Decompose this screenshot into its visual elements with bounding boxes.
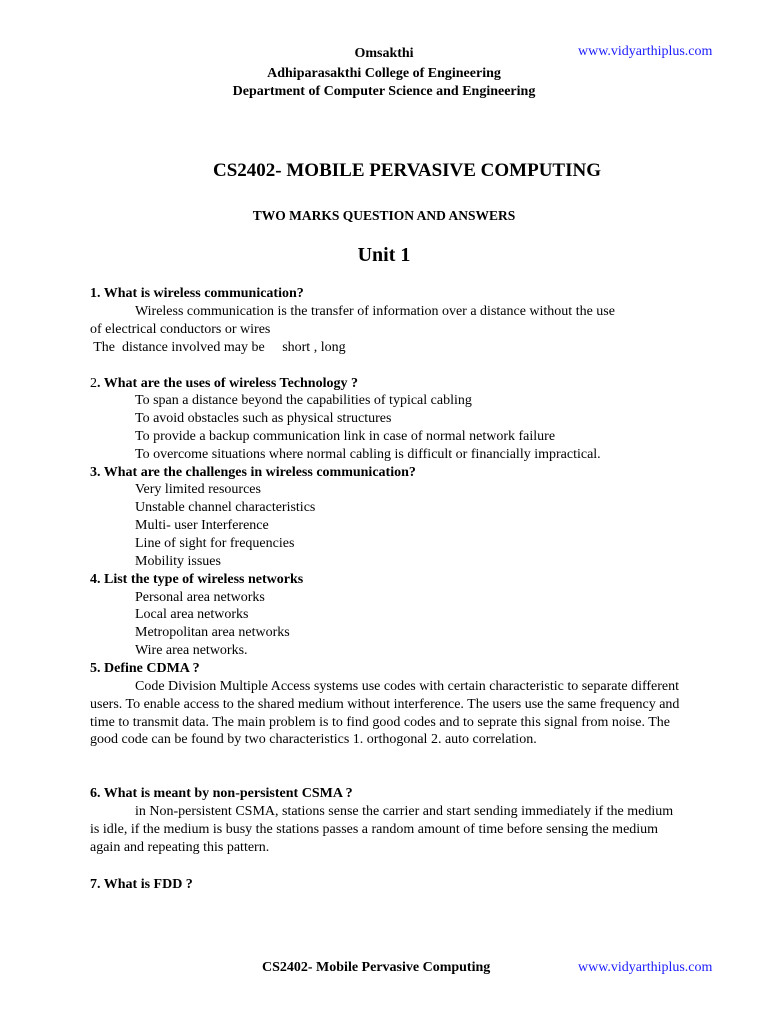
document-subtitle: TWO MARKS QUESTION AND ANSWERS — [252, 208, 516, 223]
list-item: Very limited resources — [135, 482, 261, 497]
header-line-1: Omsakthi — [354, 46, 414, 61]
list-item: Unstable channel characteristics — [135, 500, 316, 515]
list-item: Mobility issues — [135, 554, 221, 569]
question-6: 6. What is meant by non-persistent CSMA ? — [90, 786, 353, 801]
list-item: To overcome situations where normal cabling is difficult or financially impractical. — [135, 447, 601, 462]
list-item: Line of sight for frequencies — [135, 536, 295, 551]
answer-1-line-2: of electrical conductors or wires — [90, 322, 271, 337]
answer-5: Code Division Multiple Access systems use codes with certain characteristic to separate different users. To enable access to the shared medium without interference. The users use the same frequency and time to transmit data. The main problem is to find good codes and to seprate this signal from noise. The good code can be found by two characteristics 1. orthogonal 2. auto correlation. — [90, 679, 680, 748]
footer-link[interactable]: www.vidyarthiplus.com — [578, 960, 713, 975]
answer-6: in Non-persistent CSMA, stations sense the carrier and start sending immediately if the medium is idle, if the medium is busy the stations passes a random amount of time before sensing the medium again and repeating this pattern. — [90, 804, 674, 855]
question-3: 3. What are the challenges in wireless communication? — [90, 465, 416, 480]
question-2-text: . What are the uses of wireless Technology ? — [97, 376, 358, 391]
list-item: Local area networks — [135, 607, 249, 622]
question-4: 4. List the type of wireless networks — [90, 572, 304, 587]
question-2 — [90, 375, 358, 393]
answer-1-line-3: The distance involved may be short , long — [90, 340, 346, 355]
header-link[interactable]: www.vidyarthiplus.com — [578, 44, 713, 59]
list-item: Multi- user Interference — [135, 518, 269, 533]
question-5: 5. Define CDMA ? — [90, 661, 200, 676]
unit-heading: Unit 1 — [357, 244, 411, 266]
footer-course: CS2402- Mobile Pervasive Computing — [262, 960, 491, 975]
document-title: CS2402- MOBILE PERVASIVE COMPUTING — [213, 160, 601, 181]
list-item: To provide a backup communication link in case of normal network failure — [135, 429, 556, 444]
answer-1-line-1: Wireless communication is the transfer of information over a distance without the use — [135, 304, 615, 319]
list-item: Personal area networks — [135, 590, 265, 605]
list-item: Metropolitan area networks — [135, 625, 290, 640]
list-item: Wire area networks. — [135, 643, 248, 658]
college-name: Adhiparasakthi College of Engineering — [267, 66, 501, 81]
question-7: 7. What is FDD ? — [90, 877, 193, 892]
list-item: To avoid obstacles such as physical structures — [135, 411, 392, 426]
question-2-number: 2 — [90, 376, 97, 391]
department-name: Department of Computer Science and Engineering — [232, 84, 536, 99]
list-item: To span a distance beyond the capabilities of typical cabling — [135, 393, 472, 408]
question-1: 1. What is wireless communication? — [90, 286, 304, 301]
